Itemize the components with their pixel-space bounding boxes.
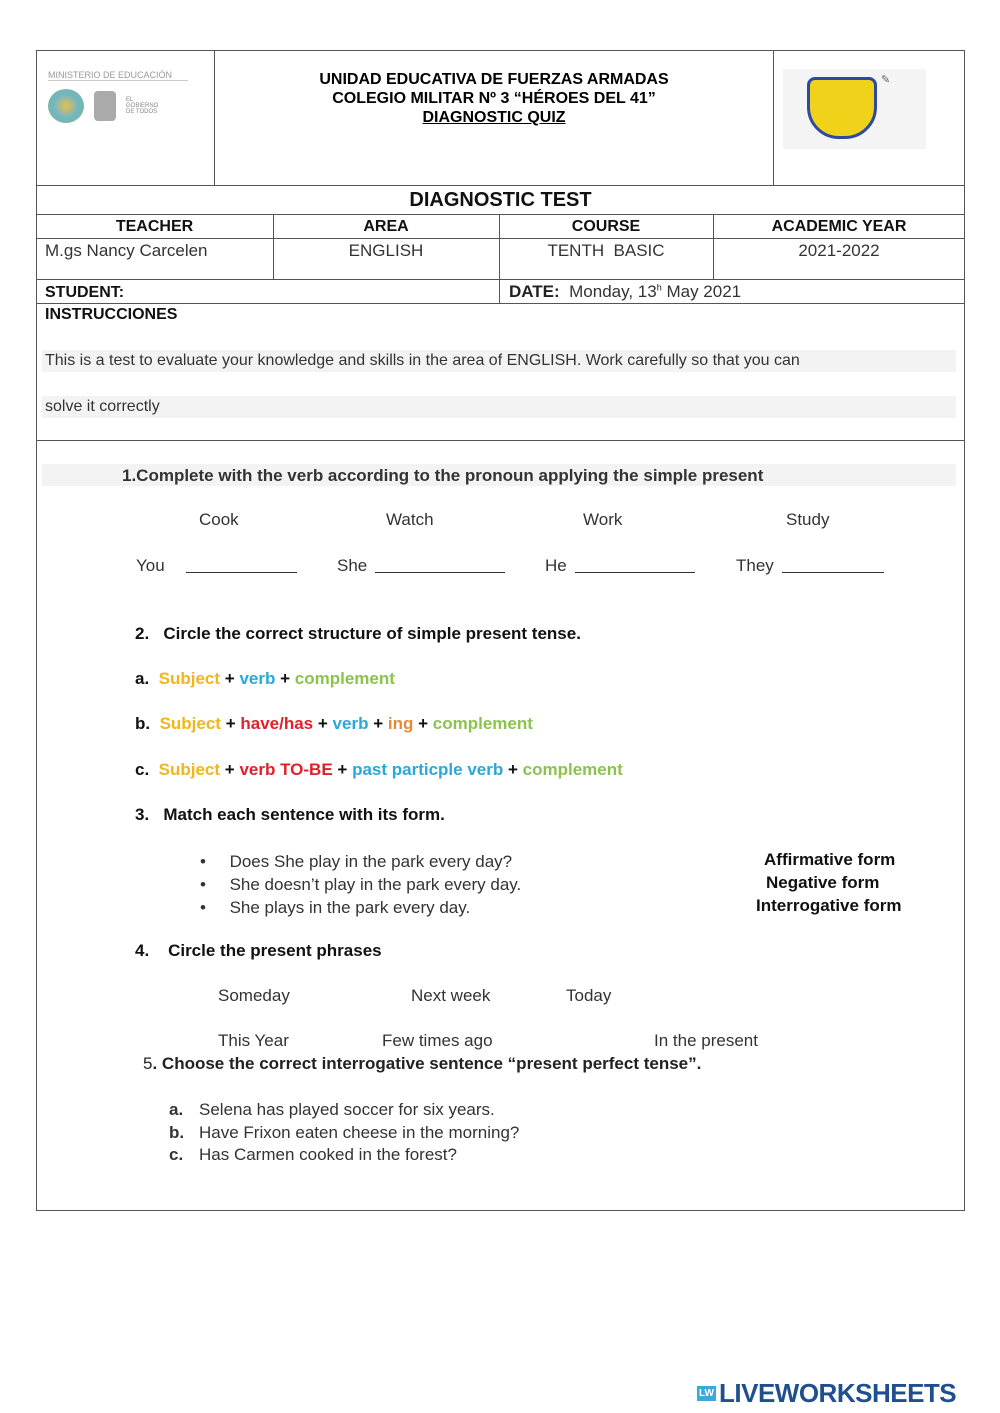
answer-blank-he[interactable] xyxy=(575,572,695,573)
verb-work: Work xyxy=(583,510,623,529)
q2-title: 2. Circle the correct structure of simple present tense. xyxy=(135,624,581,643)
part-verb: verb xyxy=(332,714,369,733)
crest-shield-icon xyxy=(807,77,877,139)
option-text: Selena has played soccer for six years. xyxy=(199,1100,495,1119)
part-participle: past particple verb xyxy=(352,760,504,779)
q5-number: 5 xyxy=(143,1054,153,1073)
date-field xyxy=(509,282,741,302)
pronoun-he: He xyxy=(545,556,567,575)
gov-label: EL GOBIERNO DE TODOS xyxy=(126,97,159,115)
plus: + xyxy=(337,760,348,779)
brand-name: LIVEWORKSHEETS xyxy=(719,1378,957,1408)
date-value: Monday, 13 xyxy=(569,282,657,301)
q4-title: 4. Circle the present phrases xyxy=(135,941,382,960)
edit-icon[interactable]: ✎ xyxy=(881,74,891,86)
option-label: a. xyxy=(169,1100,184,1119)
student-row xyxy=(36,279,965,304)
q5-option-c[interactable] xyxy=(169,1144,519,1167)
sentence-item[interactable]: • Does She play in the park every day? xyxy=(200,852,513,871)
pronoun-you: You xyxy=(136,556,165,575)
label: b. xyxy=(135,714,151,733)
q1-title: 1.Complete with the verb according to the pronoun applying the simple present xyxy=(122,466,764,485)
instructions-line1: This is a test to evaluate your knowledge and skills in the area of ENGLISH. Work carefully so that you can xyxy=(45,352,800,369)
quiz-title: DIAGNOSTIC QUIZ xyxy=(422,109,566,126)
area-value: ENGLISH xyxy=(348,241,424,260)
phrase-this-year[interactable]: This Year xyxy=(218,1031,289,1050)
school-header xyxy=(214,70,774,127)
plus: + xyxy=(224,760,235,779)
phrase-someday[interactable]: Someday xyxy=(218,986,290,1005)
q5-option-a[interactable] xyxy=(169,1099,519,1122)
form-interrogative[interactable]: Interrogative form xyxy=(756,896,902,915)
school-subname: COLEGIO MILITAR Nº 3 “HÉROES DEL 41” xyxy=(332,90,656,107)
sentence-text: She plays in the park every day. xyxy=(229,898,471,917)
q5-title xyxy=(143,1054,701,1074)
phrase-next-week[interactable]: Next week xyxy=(411,986,491,1005)
school-crest xyxy=(783,69,926,149)
answer-blank-she[interactable] xyxy=(375,572,505,573)
phrase-in-the-present[interactable]: In the present xyxy=(654,1031,758,1050)
q5-option-b[interactable] xyxy=(169,1122,519,1145)
school-name: UNIDAD EDUCATIVA DE FUERZAS ARMADAS xyxy=(319,71,669,88)
lw-icon: LW xyxy=(699,1388,714,1399)
phrase-few-times-ago[interactable]: Few times ago xyxy=(382,1031,493,1050)
instructions-label: INSTRUCCIONES xyxy=(45,306,178,323)
year-value: 2021-2022 xyxy=(798,241,880,260)
option-text: Have Frixon eaten cheese in the morning? xyxy=(199,1122,520,1142)
sentence-item[interactable]: • She doesn’t play in the park every day. xyxy=(200,875,522,894)
sentence-text: Does She play in the park every day? xyxy=(229,852,513,871)
option-label: c. xyxy=(169,1145,184,1164)
plus: + xyxy=(317,714,328,733)
part-complement: complement xyxy=(432,714,533,733)
plus: + xyxy=(418,714,429,733)
header-teacher: TEACHER xyxy=(115,218,194,235)
verb-cook: Cook xyxy=(199,510,239,529)
date-sup: h xyxy=(656,282,662,293)
option-text: Has Carmen cooked in the forest? xyxy=(199,1145,457,1164)
plus: + xyxy=(225,714,236,733)
tree-logo-icon xyxy=(48,89,84,123)
instructions-line2: solve it correctly xyxy=(45,398,160,415)
test-title: DIAGNOSTIC TEST xyxy=(409,189,592,211)
sentence-text: She doesn’t play in the park every day. xyxy=(229,875,522,894)
part-complement: complement xyxy=(522,760,623,779)
date-label: DATE: xyxy=(509,282,560,301)
q5-title-text: . Choose the correct interrogative sentence “present perfect tense”. xyxy=(152,1054,702,1073)
verb-study: Study xyxy=(786,510,830,529)
plus: + xyxy=(280,669,291,688)
q3-title: 3. Match each sentence with its form. xyxy=(135,805,445,824)
plus: + xyxy=(224,669,235,688)
q2-option-c[interactable] xyxy=(135,760,623,780)
verb-watch: Watch xyxy=(386,510,434,529)
plus: + xyxy=(507,760,518,779)
ministry-logo xyxy=(48,70,188,123)
part-subject: Subject xyxy=(158,669,221,688)
date-rest: May 2021 xyxy=(661,282,742,301)
liveworksheets-logo xyxy=(697,1378,956,1409)
header-course: COURSE xyxy=(571,218,641,235)
q2-option-a[interactable] xyxy=(135,669,395,689)
part-have-has: have/has xyxy=(240,714,314,733)
answer-blank-you[interactable] xyxy=(186,572,297,573)
course-value: TENTH BASIC xyxy=(547,241,665,260)
part-complement: complement xyxy=(294,669,395,688)
pronoun-she: She xyxy=(337,556,368,575)
ministry-label: MINISTERIO DE EDUCACIÓN xyxy=(48,70,188,81)
form-affirmative[interactable]: Affirmative form xyxy=(764,850,896,869)
phrase-today[interactable]: Today xyxy=(566,986,612,1005)
header-year: ACADEMIC YEAR xyxy=(771,218,907,235)
q2-option-b[interactable] xyxy=(135,714,533,734)
part-to-be: verb TO-BE xyxy=(239,760,333,779)
part-subject: Subject xyxy=(158,760,221,779)
teacher-value: M.gs Nancy Carcelen xyxy=(45,241,208,260)
label: c. xyxy=(135,760,150,779)
sentence-item[interactable]: • She plays in the park every day. xyxy=(200,898,471,917)
part-ing: ing xyxy=(387,714,414,733)
pronoun-they: They xyxy=(736,556,774,575)
q3-sentences xyxy=(200,850,521,919)
answer-blank-they[interactable] xyxy=(782,572,884,573)
form-negative[interactable]: Negative form xyxy=(766,873,880,892)
label: a. xyxy=(135,669,150,688)
option-label: b. xyxy=(169,1122,185,1142)
q5-options xyxy=(169,1099,519,1167)
part-subject: Subject xyxy=(159,714,221,733)
plus: + xyxy=(373,714,384,733)
part-verb: verb xyxy=(239,669,276,688)
header-area: AREA xyxy=(363,218,409,235)
student-label: STUDENT: xyxy=(45,284,125,301)
coat-of-arms-icon xyxy=(94,91,116,121)
